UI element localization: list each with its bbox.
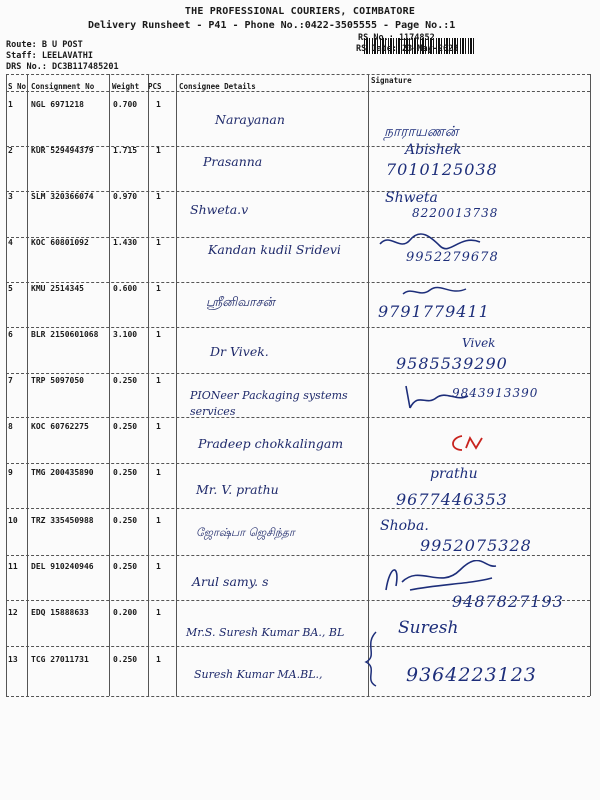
row-consignee: Mr. V. prathu bbox=[196, 482, 279, 497]
route-label: Route: B U POST bbox=[6, 40, 83, 50]
row-pcs: 1 bbox=[156, 562, 161, 571]
row-consignee: ஜோஷ்பா ஜெசிந்தா bbox=[196, 526, 295, 539]
signature-scribble bbox=[400, 284, 470, 300]
row-weight: 0.250 bbox=[113, 422, 138, 431]
row-sno: 3 bbox=[8, 192, 13, 201]
row-phone: 9843913390 bbox=[452, 386, 539, 400]
row-consignment: NGL 6971218 bbox=[31, 100, 84, 109]
row-phone: 9791779411 bbox=[378, 302, 490, 321]
col-header-signature: Signature bbox=[371, 76, 412, 85]
row-consignment: SLM 320366074 bbox=[31, 192, 94, 201]
row-consignee: Pradeep chokkalingam bbox=[198, 436, 344, 451]
row-consignment: BLR 2150601068 bbox=[31, 330, 99, 339]
row-consignment: TRP 5097050 bbox=[31, 376, 84, 385]
row-consignment: TMG 200435890 bbox=[31, 468, 94, 477]
row-pcs: 1 bbox=[156, 100, 161, 109]
row-consignee: ஸ்ரீனிவாசன் bbox=[206, 294, 275, 309]
row-sno: 4 bbox=[8, 238, 13, 247]
bracket-mark bbox=[362, 628, 382, 688]
drs-number: DRS No.: DC3B117485201 bbox=[6, 62, 119, 72]
row-signature: prathu bbox=[430, 466, 478, 482]
rs-number: RS No.: 1174852 bbox=[358, 33, 435, 43]
row-pcs: 1 bbox=[156, 468, 161, 477]
row-weight: 0.250 bbox=[113, 376, 138, 385]
row-sno: 1 bbox=[8, 100, 13, 109]
signature-scribble bbox=[376, 232, 486, 252]
row-weight: 1.715 bbox=[113, 146, 138, 155]
row-pcs: 1 bbox=[156, 516, 161, 525]
row-weight: 0.700 bbox=[113, 100, 138, 109]
row-consignment: KUR 529494379 bbox=[31, 146, 94, 155]
row-sno: 5 bbox=[8, 284, 13, 293]
col-header-pcs: PCS bbox=[148, 82, 162, 91]
row-phone: 9585539290 bbox=[396, 354, 508, 373]
row-weight: 0.250 bbox=[113, 468, 138, 477]
row-consignee: Dr Vivek. bbox=[210, 344, 269, 359]
row-pcs: 1 bbox=[156, 330, 161, 339]
row-signature: Abishek bbox=[405, 142, 462, 158]
row-sno: 8 bbox=[8, 422, 13, 431]
signature-scribble bbox=[380, 560, 500, 596]
company-title: THE PROFESSIONAL COURIERS, COIMBATORE bbox=[184, 6, 416, 17]
row-phone: 9364223123 bbox=[406, 664, 537, 686]
row-weight: 0.250 bbox=[113, 655, 138, 664]
row-phone: 9952279678 bbox=[406, 250, 499, 265]
staff-label: Staff: LEELAVATHI bbox=[6, 51, 93, 61]
row-consignee: Narayanan bbox=[215, 112, 285, 127]
row-pcs: 1 bbox=[156, 192, 161, 201]
row-consignee: Kandan kudil Sridevi bbox=[208, 242, 341, 257]
row-signature: Vivek bbox=[462, 336, 496, 350]
row-consignment: TCG 27011731 bbox=[31, 655, 89, 664]
row-consignment: KOC 60801092 bbox=[31, 238, 89, 247]
row-pcs: 1 bbox=[156, 376, 161, 385]
row-pcs: 1 bbox=[156, 238, 161, 247]
row-consignment: DEL 910240946 bbox=[31, 562, 94, 571]
row-phone: 9487827193 bbox=[452, 592, 564, 611]
row-pcs: 1 bbox=[156, 146, 161, 155]
row-consignment: TRZ 335450988 bbox=[31, 516, 94, 525]
signature-scribble bbox=[448, 432, 488, 454]
row-sno: 10 bbox=[8, 516, 18, 525]
row-sno: 13 bbox=[8, 655, 18, 664]
row-weight: 0.200 bbox=[113, 608, 138, 617]
row-signature: Shweta bbox=[385, 190, 438, 206]
row-pcs: 1 bbox=[156, 422, 161, 431]
row-consignee: Arul samy. s bbox=[192, 574, 269, 589]
row-sno: 9 bbox=[8, 468, 13, 477]
row-weight: 3.100 bbox=[113, 330, 138, 339]
row-signature: Shoba. bbox=[380, 518, 429, 534]
row-phone: 8220013738 bbox=[412, 206, 499, 220]
row-consignee: Mr.S. Suresh Kumar BA., BL bbox=[186, 626, 345, 639]
col-header-consignee: Consignee Details bbox=[179, 82, 256, 91]
col-header-weight: Weight bbox=[112, 82, 140, 91]
row-sno: 7 bbox=[8, 376, 13, 385]
rs-date: RS Date: 23-May-2023 bbox=[356, 44, 459, 54]
row-consignee: Shweta.v bbox=[190, 202, 249, 217]
row-sno: 2 bbox=[8, 146, 13, 155]
row-signature: நாராயணன் bbox=[384, 124, 459, 140]
row-pcs: 1 bbox=[156, 608, 161, 617]
row-consignment: EDQ 15888633 bbox=[31, 608, 89, 617]
row-weight: 0.970 bbox=[113, 192, 138, 201]
row-consignee: PIONeer Packaging systems services bbox=[190, 389, 348, 418]
runsheet-title: Delivery Runsheet - P41 - Phone No.:0422-3505555 - Page No.:1 bbox=[88, 20, 456, 31]
row-weight: 0.600 bbox=[113, 284, 138, 293]
row-signature: Suresh bbox=[398, 618, 459, 638]
row-pcs: 1 bbox=[156, 655, 161, 664]
col-header-consignment: Consignment No bbox=[31, 82, 95, 91]
row-consignment: KOC 60762275 bbox=[31, 422, 89, 431]
row-consignment: KMU 2514345 bbox=[31, 284, 84, 293]
row-phone: 9677446353 bbox=[396, 490, 508, 509]
row-weight: 1.430 bbox=[113, 238, 138, 247]
row-consignee: Suresh Kumar MA.BL., bbox=[194, 668, 323, 681]
row-pcs: 1 bbox=[156, 284, 161, 293]
row-sno: 12 bbox=[8, 608, 18, 617]
row-weight: 0.250 bbox=[113, 516, 138, 525]
row-weight: 0.250 bbox=[113, 562, 138, 571]
row-phone: 9952075328 bbox=[420, 536, 532, 555]
row-sno: 11 bbox=[8, 562, 18, 571]
row-consignee: Prasanna bbox=[203, 154, 263, 169]
col-header-sno: S No bbox=[8, 82, 27, 91]
row-sno: 6 bbox=[8, 330, 13, 339]
row-phone: 7010125038 bbox=[386, 160, 498, 179]
